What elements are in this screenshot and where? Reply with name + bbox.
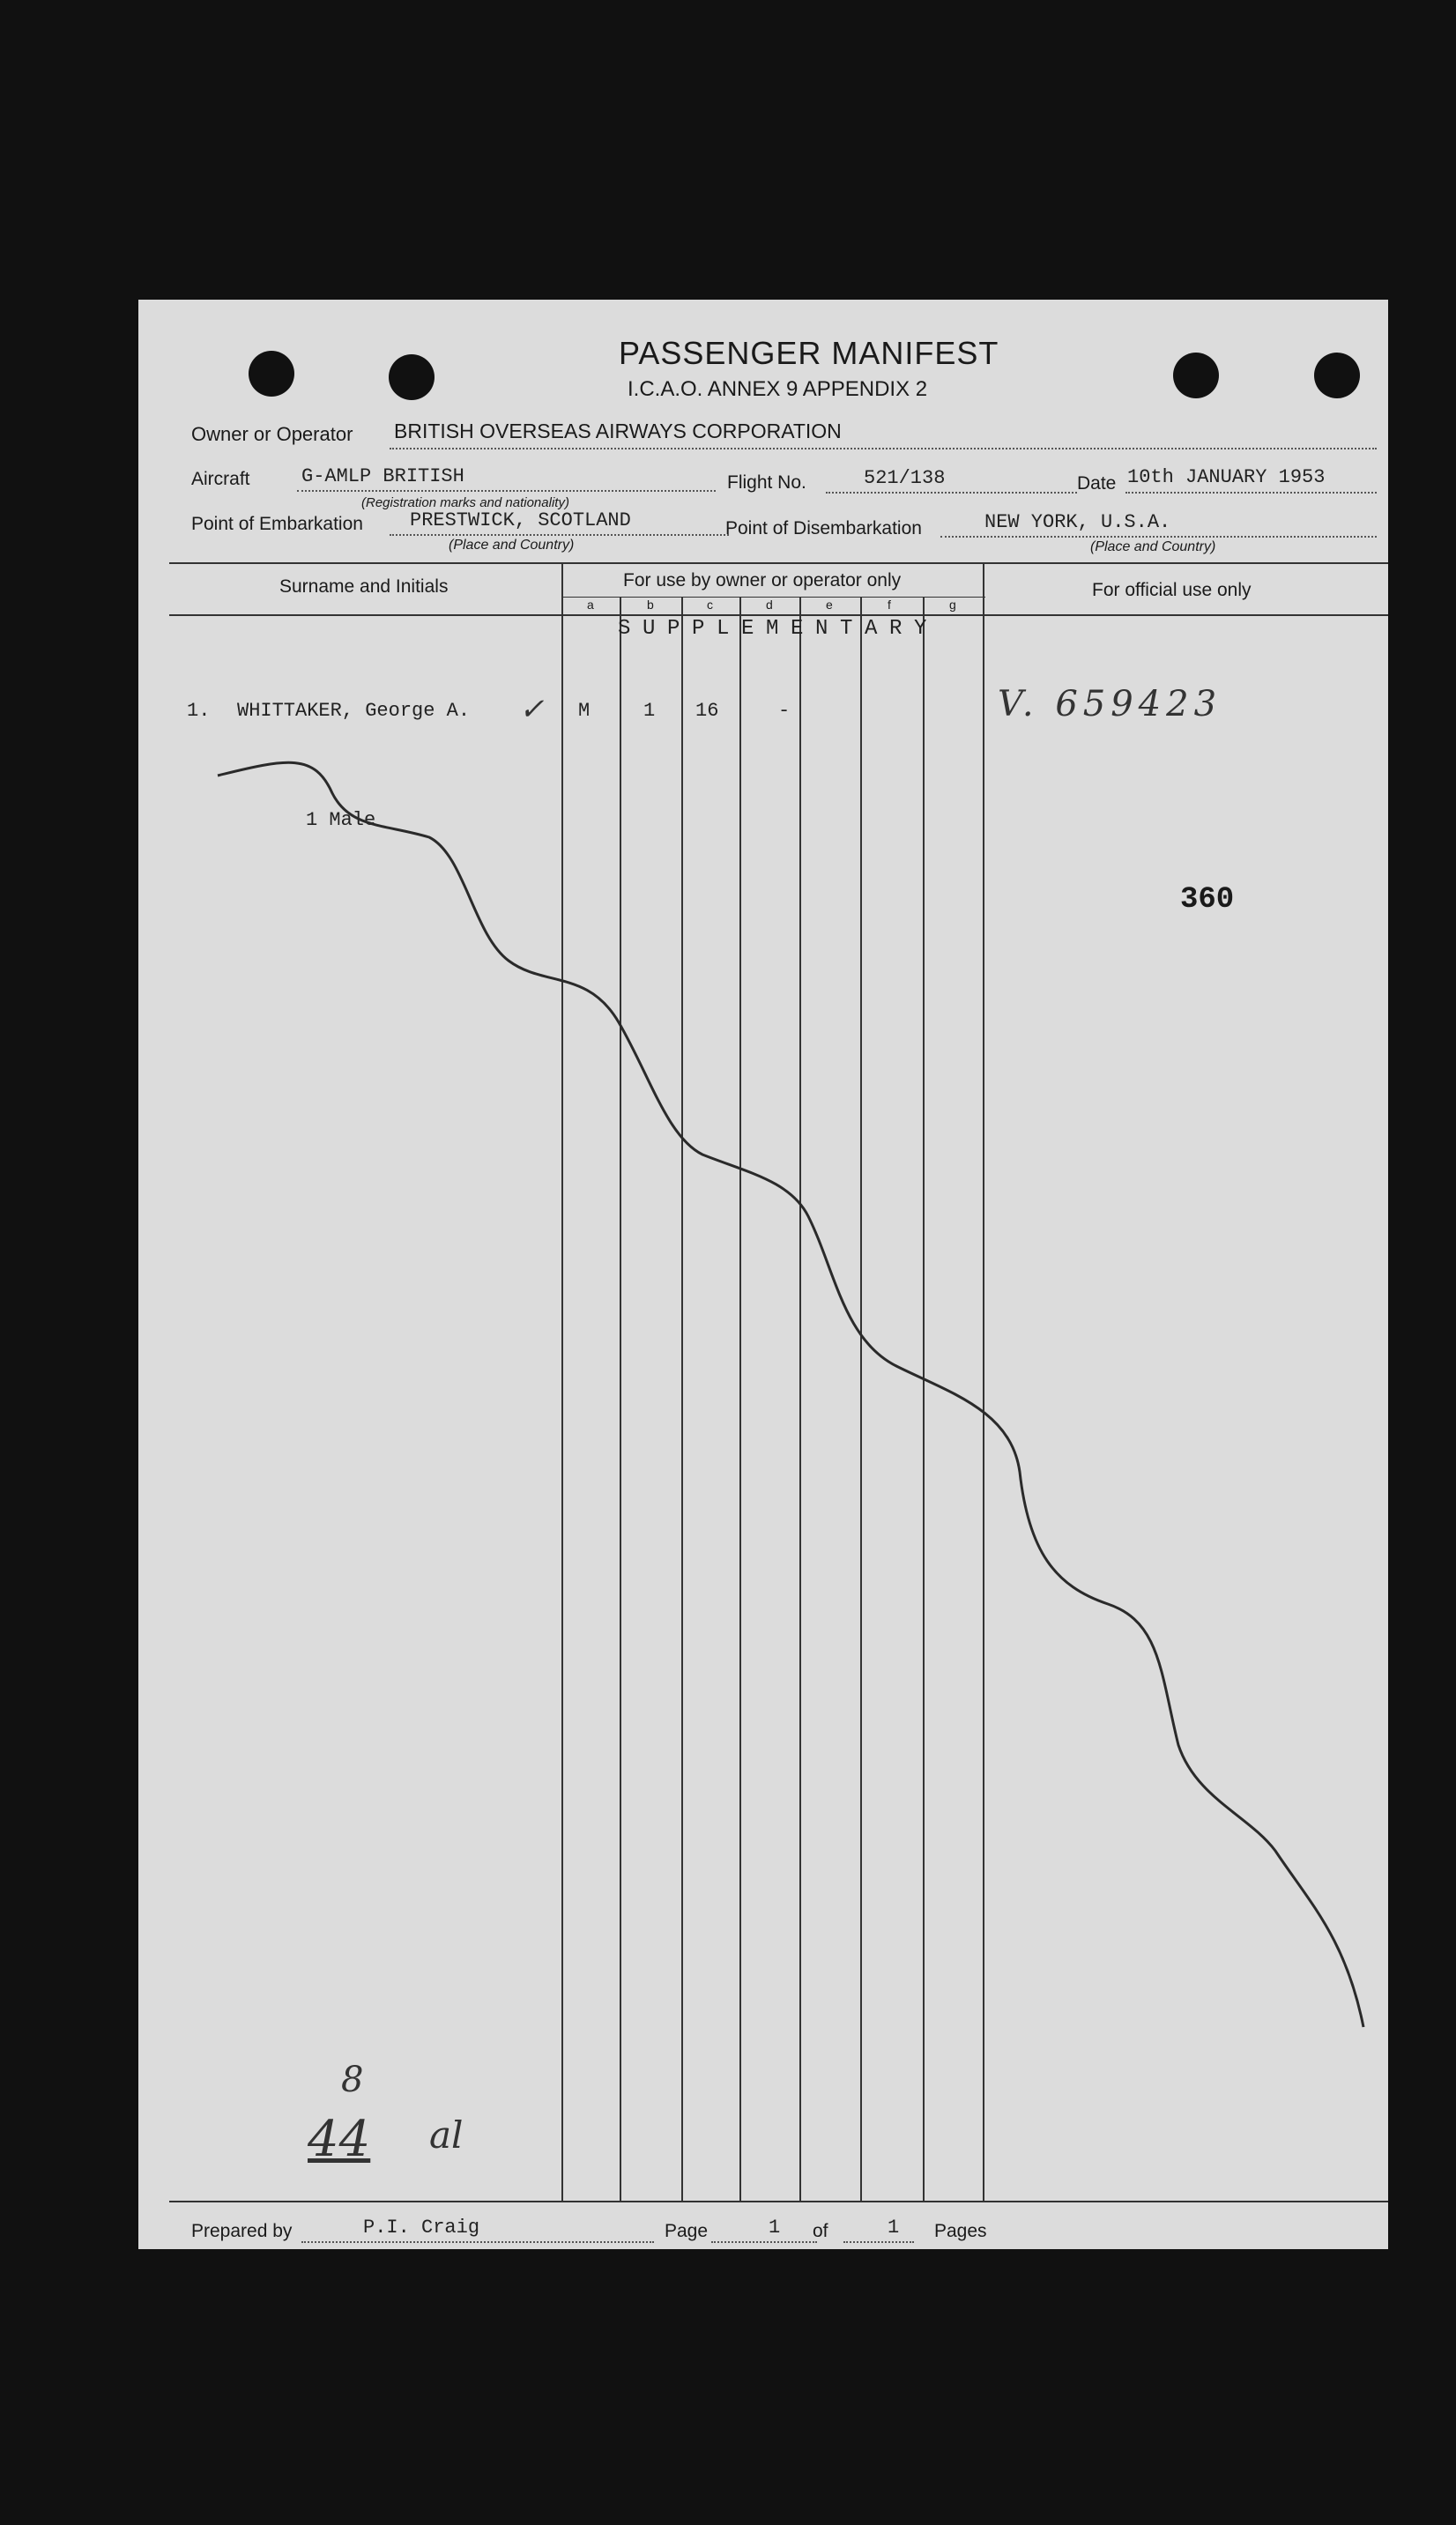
official-entry: V. 659423 xyxy=(998,684,1222,724)
passenger-name: WHITTAKER, George A. xyxy=(237,700,471,722)
supp-letter: E xyxy=(741,617,754,641)
prepared-label: Prepared by xyxy=(191,2221,293,2241)
flight-value: 521/138 xyxy=(864,467,946,489)
surname-header: Surname and Initials xyxy=(279,576,449,597)
supp-letter: A xyxy=(865,617,878,641)
supp-letter: Y xyxy=(914,617,927,641)
supp-letter: P xyxy=(692,617,705,641)
page-label: Page xyxy=(665,2221,709,2241)
supp-letter: M xyxy=(766,617,779,641)
col-letter-a: a xyxy=(587,598,594,612)
col-letter-c: c xyxy=(707,598,713,612)
cell-d: - xyxy=(778,700,791,722)
embarkation-value: PRESTWICK, SCOTLAND xyxy=(410,509,631,531)
manifest-form xyxy=(138,300,1388,2249)
supp-letter: U xyxy=(643,617,656,641)
total-pages-value: 1 xyxy=(888,2217,900,2239)
owner-use-header: For use by owner or operator only xyxy=(623,570,902,590)
owner-value: BRITISH OVERSEAS AIRWAYS CORPORATION xyxy=(394,420,842,442)
disembarkation-note: (Place and Country) xyxy=(1090,539,1216,554)
aircraft-value: G-AMLP BRITISH xyxy=(301,465,464,487)
cell-b: 1 xyxy=(643,700,656,722)
passenger-summary: 1 Male xyxy=(306,809,376,831)
note-bottom: 44 xyxy=(308,2111,371,2168)
supp-letter: L xyxy=(717,617,730,641)
aircraft-label: Aircraft xyxy=(191,469,250,489)
supp-letter: R xyxy=(889,617,903,641)
pages-label: Pages xyxy=(934,2221,987,2241)
stamp-number: 360 xyxy=(1180,883,1235,917)
aircraft-note: (Registration marks and nationality) xyxy=(361,495,569,510)
col-letter-e: e xyxy=(826,598,833,612)
form-title: PASSENGER MANIFEST xyxy=(619,335,999,371)
date-label: Date xyxy=(1077,473,1117,494)
col-letter-f: f xyxy=(888,598,891,612)
owner-label: Owner or Operator xyxy=(191,423,353,445)
supp-letter: E xyxy=(791,617,804,641)
col-letter-b: b xyxy=(647,598,654,612)
embarkation-note: (Place and Country) xyxy=(449,538,575,553)
of-label: of xyxy=(813,2221,828,2241)
supp-letter: N xyxy=(815,617,828,641)
disembarkation-label: Point of Disembarkation xyxy=(725,518,922,538)
col-letter-d: d xyxy=(766,598,773,612)
prepared-value: P.I. Craig xyxy=(363,2217,480,2239)
note-initials: al xyxy=(429,2113,464,2157)
cell-a: M xyxy=(578,700,591,722)
embarkation-label: Point of Embarkation xyxy=(191,514,363,534)
form-subtitle: I.C.A.O. ANNEX 9 APPENDIX 2 xyxy=(628,377,928,401)
supp-letter: P xyxy=(667,617,680,641)
flight-label: Flight No. xyxy=(727,472,806,493)
supp-letter: T xyxy=(840,617,853,641)
supp-letter: S xyxy=(618,617,631,641)
disembarkation-value: NEW YORK, U.S.A. xyxy=(984,511,1171,533)
official-header: For official use only xyxy=(1092,580,1252,600)
col-letter-g: g xyxy=(949,598,956,612)
page-value: 1 xyxy=(769,2217,781,2239)
cancellation-line xyxy=(138,300,1388,2249)
check-mark: ✓ xyxy=(519,692,545,727)
date-value: 10th JANUARY 1953 xyxy=(1127,466,1326,488)
passenger-number: 1. xyxy=(187,700,211,722)
cell-c: 16 xyxy=(695,700,719,722)
note-top: 8 xyxy=(341,2060,364,2100)
